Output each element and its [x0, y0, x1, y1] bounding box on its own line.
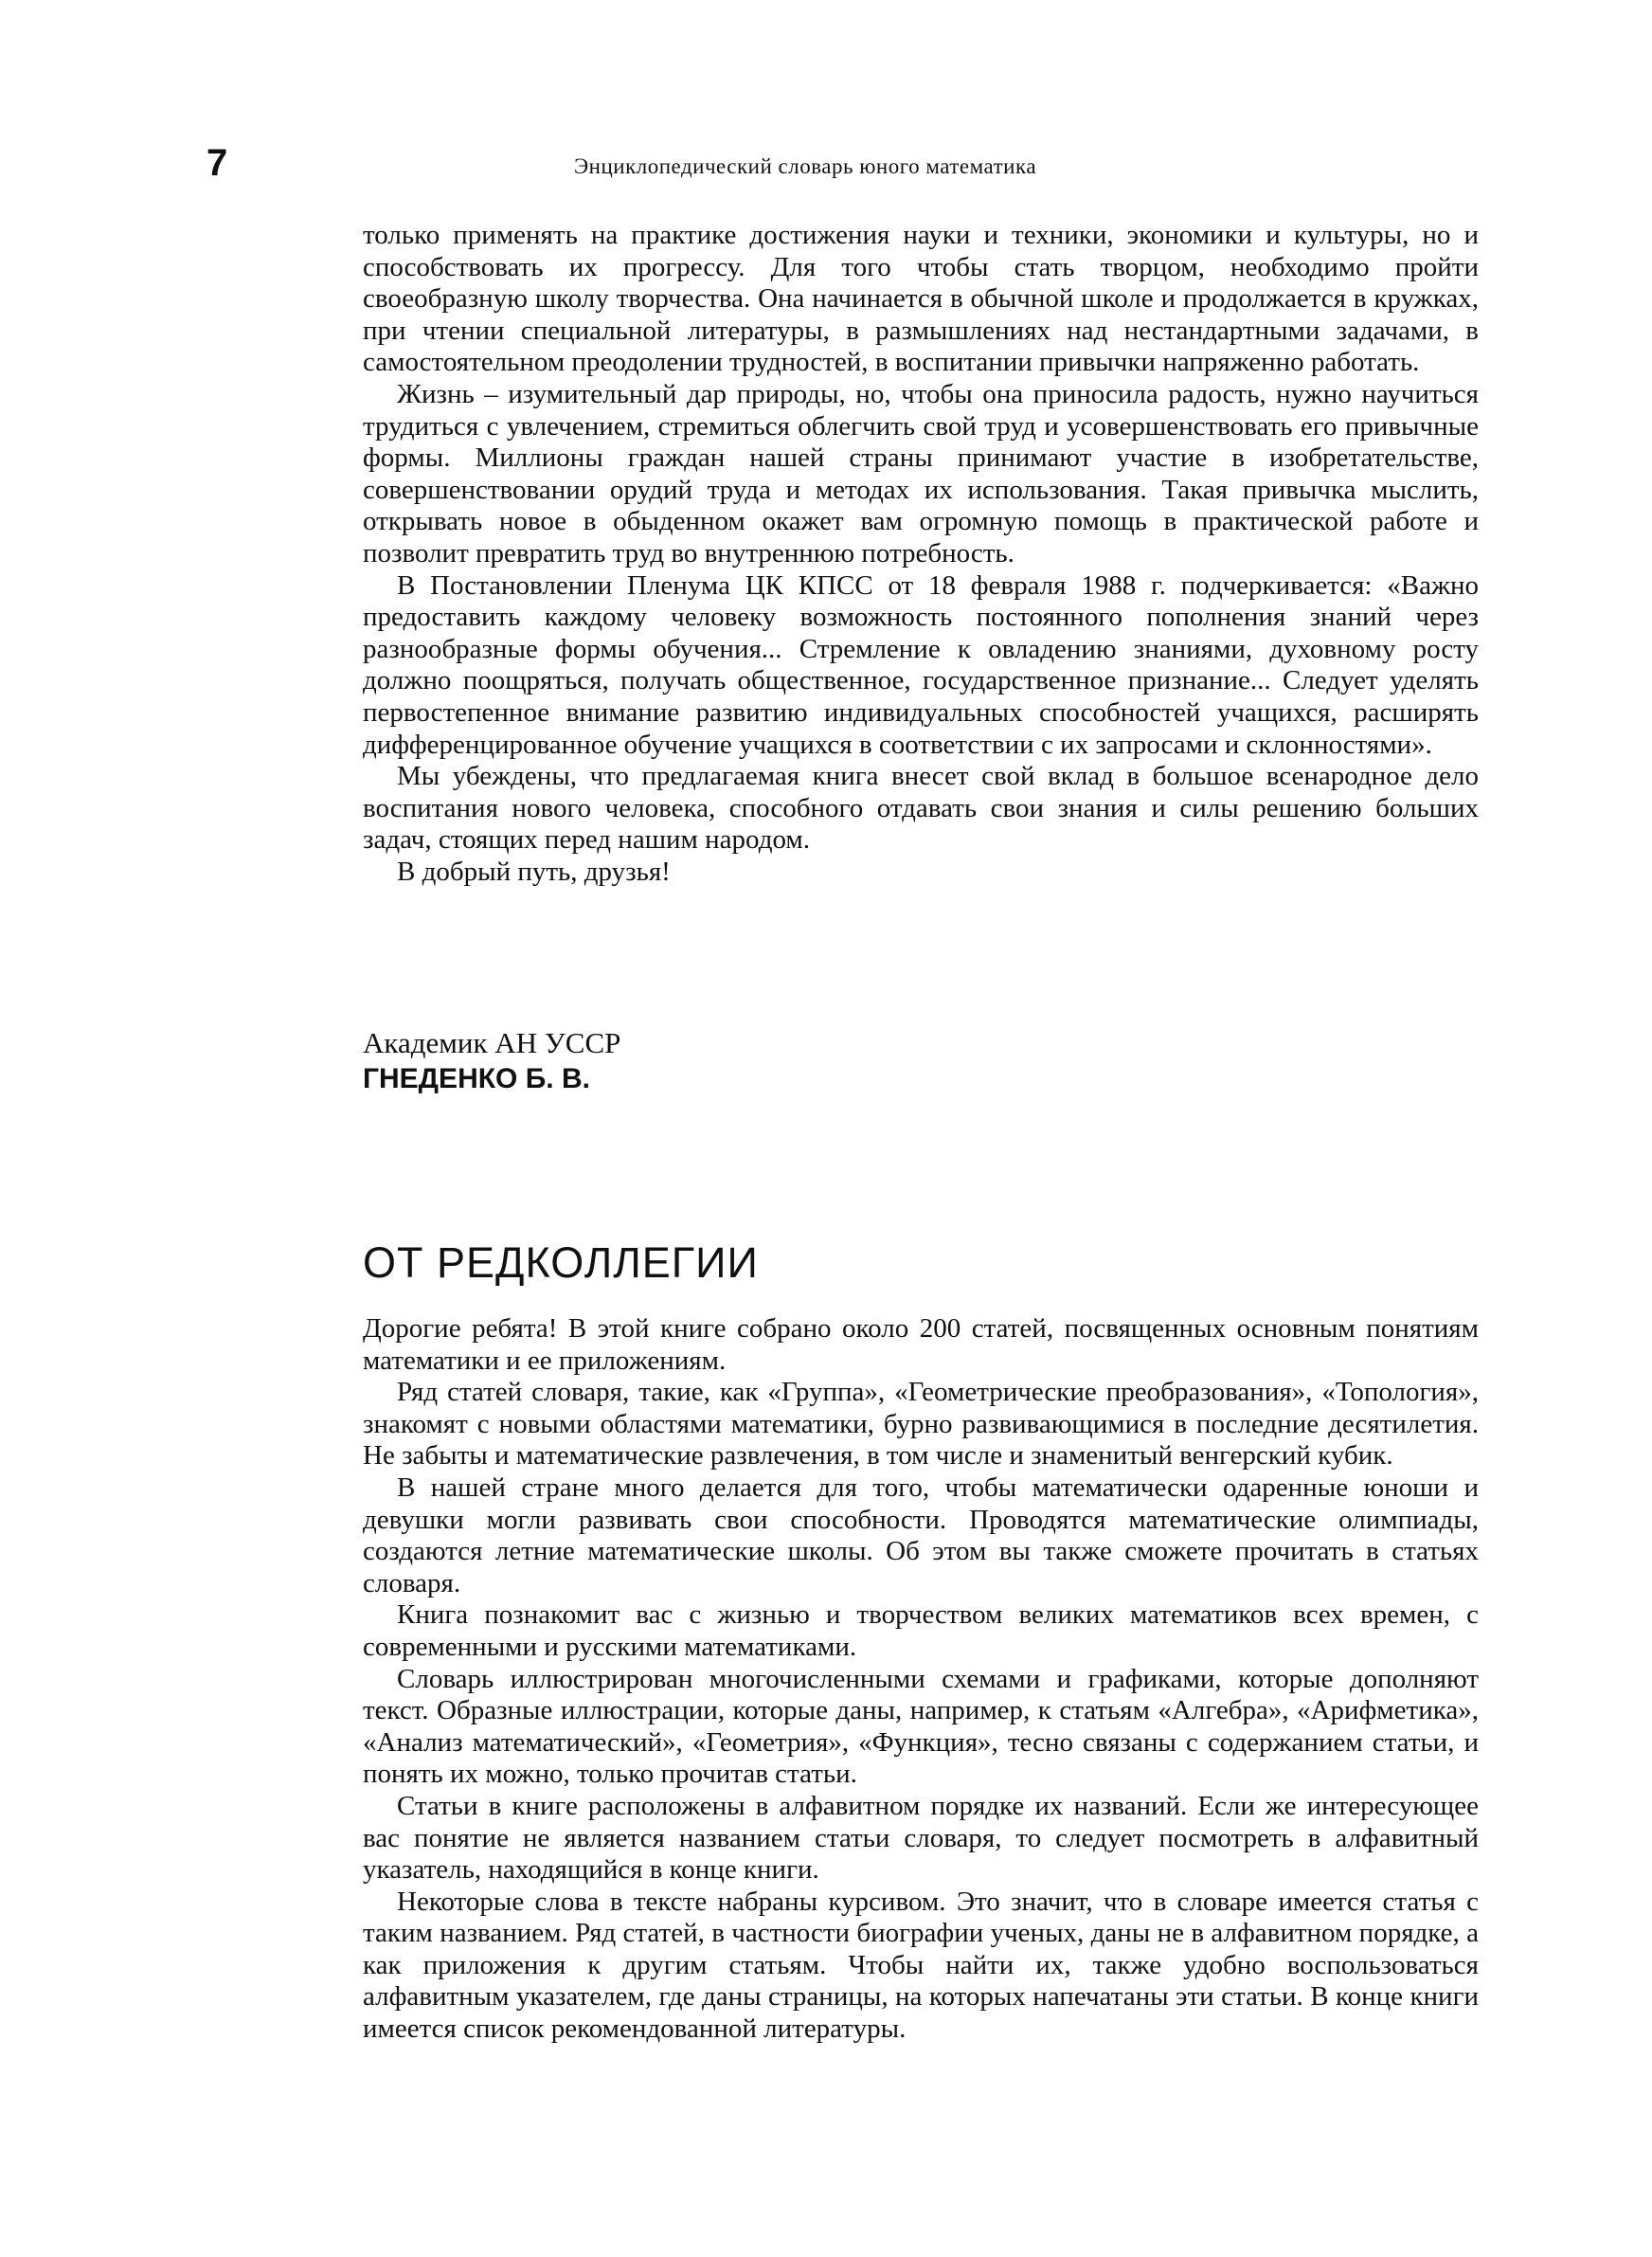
signature-title: Академик АН УССР	[363, 1026, 621, 1059]
editorial-paragraph: Ряд статей словаря, такие, как «Группа», «Геометрические преобразования», «Топология», знакомят с новыми областями математики, бурно развивающимися в последние десятилетия. Не забыты и математические развлечения, в том числе и знаменитый венгерский кубик.	[363, 1377, 1479, 1472]
foreword-paragraph: В добрый путь, друзья!	[397, 856, 671, 887]
editorial-paragraph: Статьи в книге расположены в алфавитном порядке их названий. Если же интересующее вас понятие не является названием статьи словаря, то следует посмотреть в алфавитный указатель, находящийся в конце книги.	[363, 1790, 1479, 1886]
signature-name: ГНЕДЕНКО Б. В.	[363, 1063, 590, 1094]
foreword-paragraph: Мы убеждены, что предлагаемая книга внесет свой вклад в большое всенародное дело воспитания нового человека, способного отдавать свои знания и силы решению больших задач, стоящих перед нашим народом.	[363, 761, 1479, 856]
foreword-paragraph: Жизнь – изумительный дар природы, но, чтобы она приносила радость, нужно научиться трудиться с увлечением, стремиться облегчить свой труд и усовершенствовать его привычные формы. Миллионы граждан нашей страны принимают участие в изобретательстве, совершенствовании орудий труда и методах их использования. Такая привычка мыслить, открывать новое в обыденном окажет вам огромную помощь в практической работе и позволит превратить труд во внутреннюю потребность.	[363, 378, 1479, 569]
editorial-paragraph: В нашей стране много делается для того, чтобы математически одаренные юноши и девушки могли развивать свои способности. Проводятся математические олимпиады, создаются летние математические школы. Об этом вы также сможете прочитать в статьях словаря.	[363, 1472, 1479, 1598]
running-title: Энциклопедический словарь юного математика	[573, 154, 1037, 178]
foreword-paragraph: только применять на практике достижения науки и техники, экономики и культуры, но и способствовать их прогрессу. Для того чтобы стать творцом, необходимо пройти своеобразную школу творчества. Она начинается в обычной школе и продолжается в кружках, при чтении специальной литературы, в размышлениях над нестандартными задачами, в самостоятельном преодолении трудностей, в воспитании привычки напряженно работать.	[363, 220, 1479, 378]
editorial-paragraph: Книга познакомит вас с жизнью и творчеством великих математиков всех времен, с современными и русскими математиками.	[363, 1599, 1479, 1662]
signature	[363, 1025, 620, 1097]
editorial-text	[363, 1313, 1479, 2046]
section-heading: ОТ РЕДКОЛЛЕГИИ	[363, 1238, 759, 1287]
page-number: 7	[206, 142, 228, 184]
editorial-paragraph: Словарь иллюстрирован многочисленными схемами и графиками, которые дополняют текст. Образные иллюстрации, которые даны, например, к статьям «Алгебра», «Арифметика», «Анализ математический», «Геометрия», «Функция», тесно связаны с содержанием статьи, и понять их можно, только прочитав статьи.	[363, 1663, 1479, 1790]
editorial-paragraph: Дорогие ребята! В этой книге собрано около 200 статей, посвященных основным понятиям математики и ее приложениям.	[363, 1313, 1479, 1376]
foreword-text	[363, 220, 1479, 888]
editorial-paragraph: Некоторые слова в тексте набраны курсивом. Это значит, что в словаре имеется статья с таким названием. Ряд статей, в частности биографии ученых, даны не в алфавитном порядке, а как приложения к другим статьям. Чтобы найти их, также удобно воспользоваться алфавитным указателем, где даны страницы, на которых напечатаны эти статьи. В конце книги имеется список рекомендованной литературы.	[363, 1886, 1479, 2045]
foreword-paragraph: В Постановлении Пленума ЦК КПСС от 18 февраля 1988 г. подчеркивается: «Важно предоставить каждому человеку возможность постоянного пополнения знаний через разнообразные формы обучения... Стремление к овладению знаниями, духовному росту должно поощряться, получать общественное, государственное признание... Следует уделять первостепенное внимание развитию индивидуальных способностей учащихся, расширять дифференцированное обучение учащихся в соответствии с их запросами и склонностями».	[363, 569, 1479, 760]
